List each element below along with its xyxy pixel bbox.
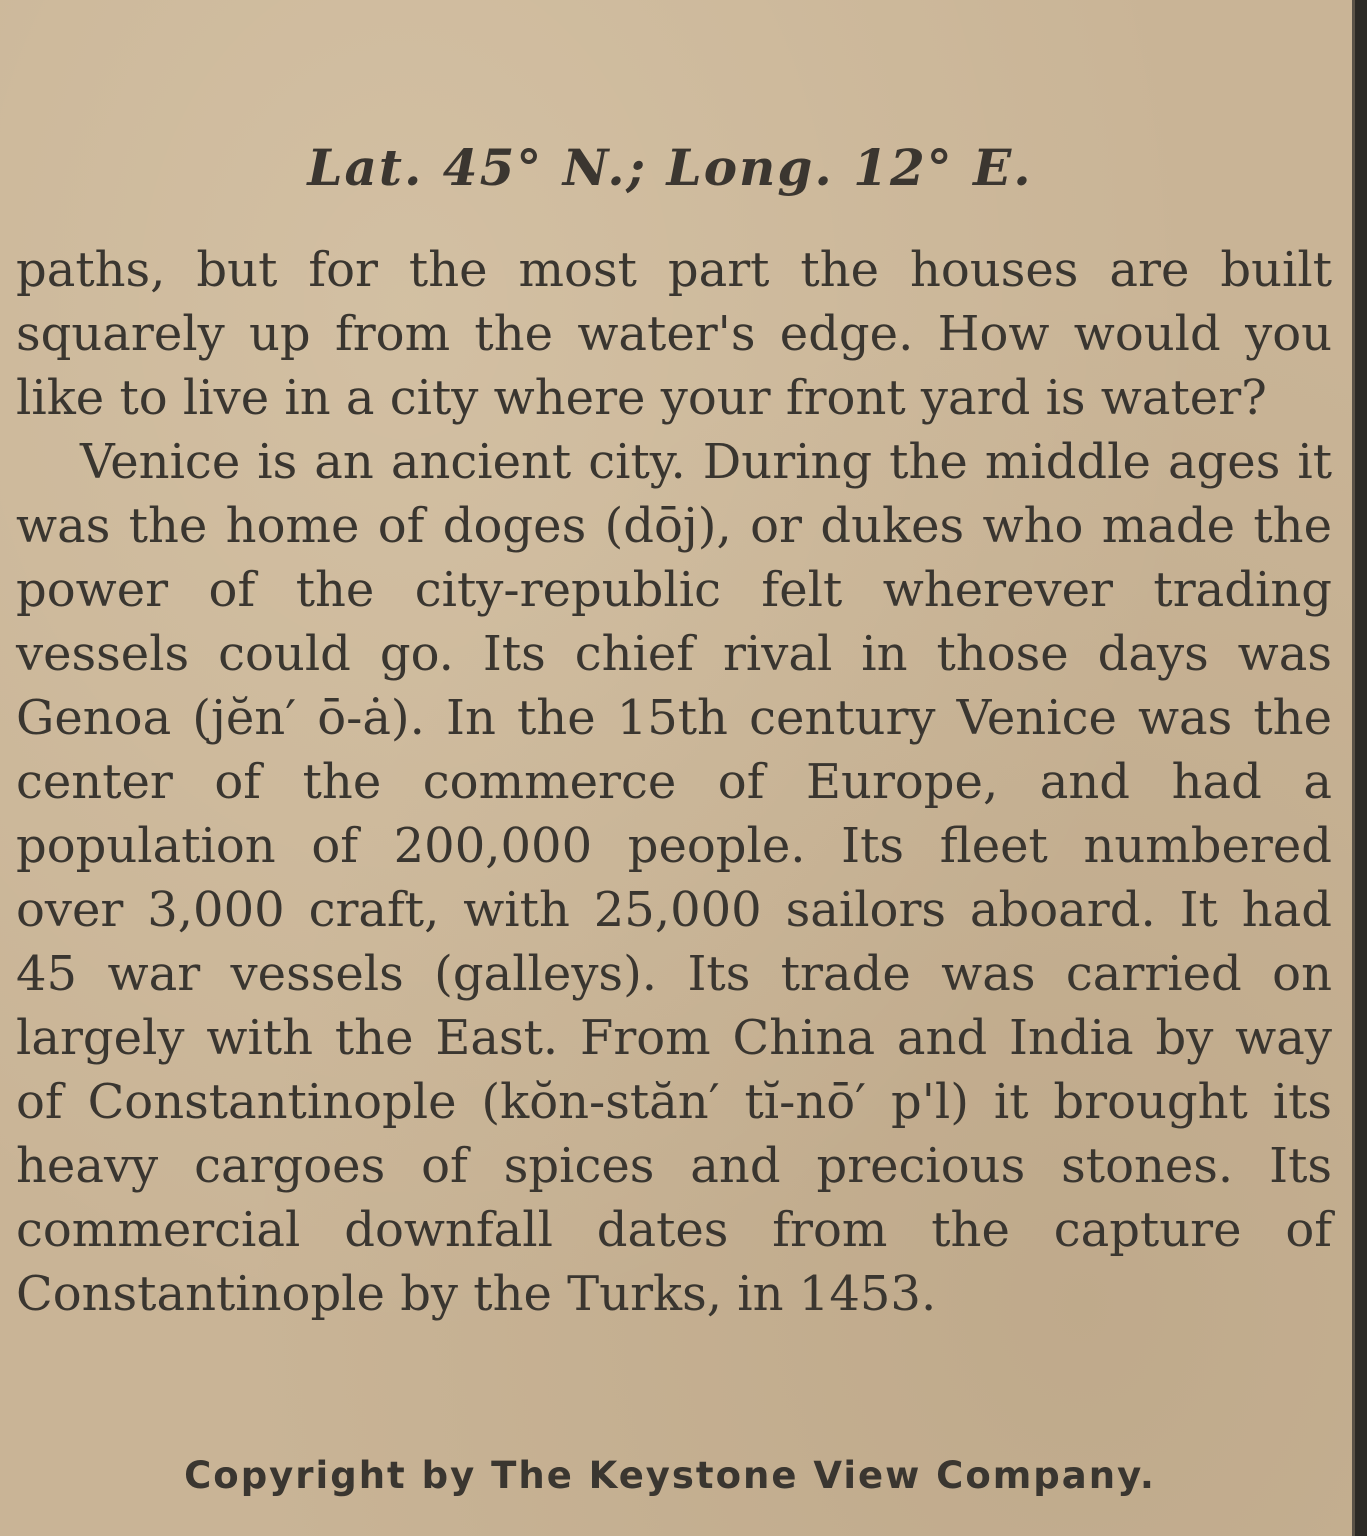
paragraph-continuation: paths, but for the most part the houses are built squarely up from the water's edge. How would you like to live in a city where your front yard is water?	[16, 242, 1332, 426]
coordinates-heading: Lat. 45° N.; Long. 12° E.	[307, 138, 1033, 197]
copyright-line: Copyright by The Keystone View Company.	[184, 1454, 1156, 1497]
paragraph-venice-history: Venice is an ancient city. During the middle ages it was the home of doges (dōj), or dukes who made the power of the city-republic felt wherever trading vessels could go. Its chief rival in those days was Genoa (jĕn′ ō-ȧ). In the 15th century Venice was the center of the commerce of Europe, and had a population of 200,000 people. Its fleet numbered over 3,000 craft, with 25,000 sailors aboard. It had 45 war vessels (galleys). Its trade was carried on largely with the East. From China and India by way of Constantinople (kŏn-stăn′ tĭ-nō′ p'l) it brought its heavy cargoes of spices and precious stones. Its commercial downfall dates from the capture of Constantinople by the Turks, in 1453.	[16, 434, 1332, 1322]
body-text	[16, 238, 1332, 1326]
